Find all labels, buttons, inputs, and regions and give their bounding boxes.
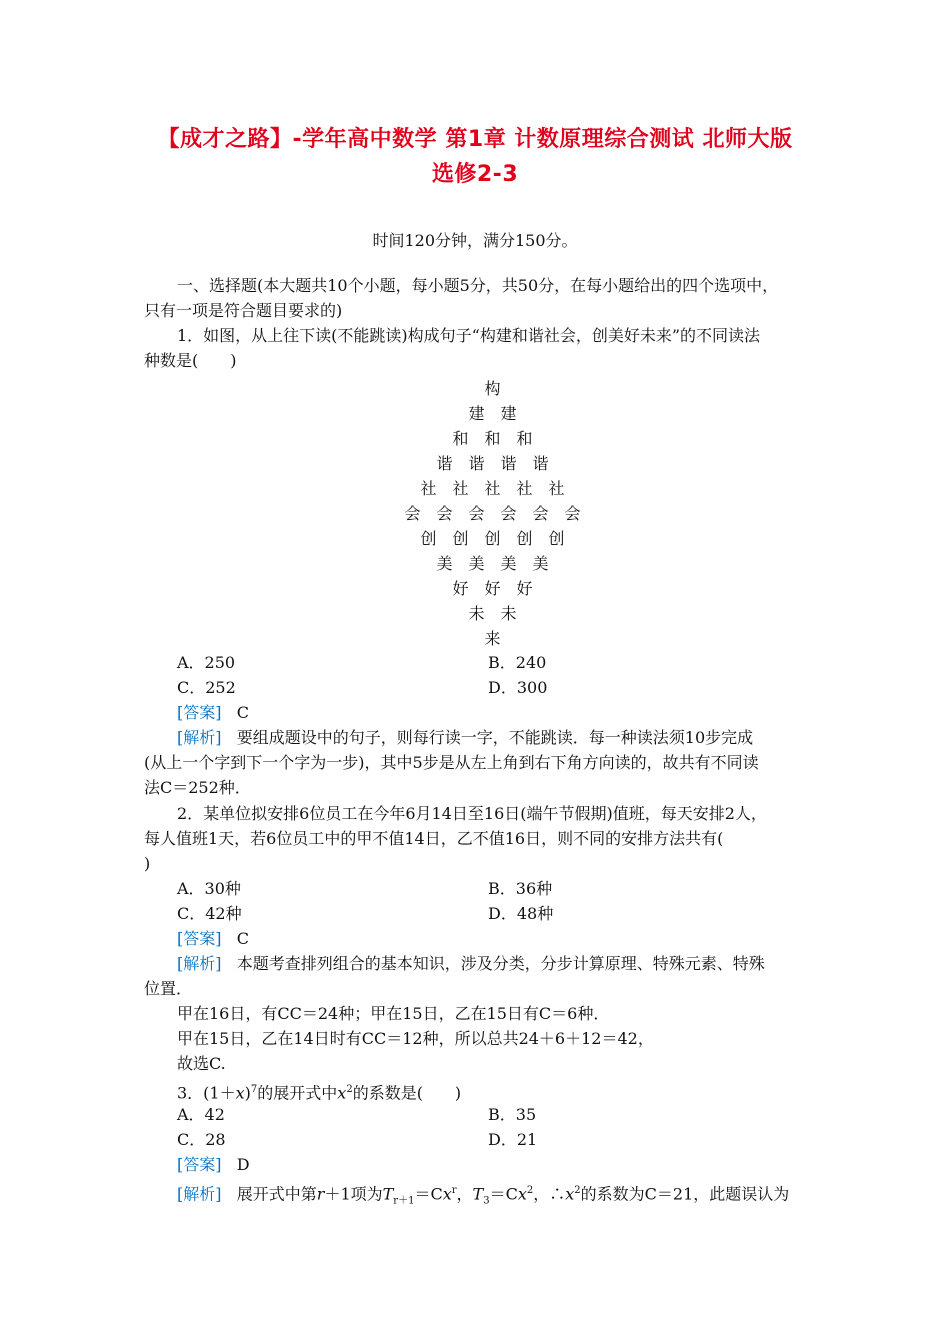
triangle-row: 好 好 好: [452, 579, 533, 598]
q2-analysis-case2: 甲在15日，乙在14日时有CC＝12种，所以总共24＋6＋12＝42，: [177, 1029, 654, 1048]
q3-analysis-sup: 2: [526, 1185, 534, 1196]
q3-analysis-text: 的系数为C＝21，此题误认为: [580, 1184, 790, 1204]
q2-stem: 2．某单位拟安排6位员工在今年6月14日至16日(端午节假期)值班，每天安排2人，: [177, 804, 767, 823]
q1-analysis-cont: (从上一个字到下一个字为一步)，其中5步是从左上角到右下角方向读的，故共有不同读: [144, 753, 759, 772]
q3-analysis-sub: r＋1: [393, 1195, 415, 1207]
triangle-row: 未 未: [468, 604, 517, 623]
q1-option-c: C．252: [177, 678, 236, 697]
triangle-row: 建 建: [468, 404, 517, 423]
q3-analysis-sub: 3: [483, 1195, 490, 1207]
exam-meta: 时间120分钟，满分150分。: [372, 231, 578, 250]
q2-option-a: A．30种: [177, 879, 241, 898]
q3-exponent: 7: [250, 1084, 258, 1095]
q2-stem-cont: ): [144, 854, 151, 873]
q2-stem-cont: 每人值班1天，若6位员工中的甲不值14日，乙不值16日，则不同的安排方法共有(: [144, 829, 724, 848]
doc-title-line1: 【成才之路】-学年高中数学 第1章 计数原理综合测试 北师大版: [157, 127, 793, 152]
q3-option-d: D．21: [488, 1130, 538, 1149]
q3-variable: x: [337, 1083, 347, 1103]
q3-analysis-line: [177, 1180, 789, 1213]
q3-option-c: C．28: [177, 1130, 226, 1149]
q3-exponent: 2: [346, 1084, 353, 1095]
q1-analysis-line: [177, 727, 753, 749]
q3-analysis-text: ，∴: [533, 1184, 566, 1204]
triangle-row: 会 会 会 会 会 会: [404, 504, 581, 523]
q3-stem-text: 的展开式中: [257, 1083, 338, 1103]
answer-label: [答案]: [177, 703, 222, 722]
analysis-label: [解析]: [177, 728, 222, 747]
analysis-label: [解析]: [177, 954, 222, 973]
q1-stem: 1．如图，从上往下读(不能跳读)构成句子“构建和谐社会，创美好未来”的不同读法: [177, 326, 761, 345]
q3-answer: D: [236, 1155, 250, 1174]
q3-stem-text: 的系数是( ): [352, 1083, 462, 1103]
q3-analysis-var: x: [565, 1184, 575, 1204]
answer-label: [答案]: [177, 929, 222, 948]
q2-option-b: B．36种: [488, 879, 553, 898]
q2-analysis-line: [177, 953, 765, 975]
q3-option-a: A．42: [177, 1105, 225, 1124]
triangle-row: 和 和 和: [452, 429, 533, 448]
triangle-row: 构: [484, 379, 501, 398]
q1-analysis-cont: 法C＝252种．: [144, 778, 251, 797]
triangle-row: 美 美 美 美: [436, 554, 549, 573]
q3-answer-line: [177, 1154, 250, 1176]
q3-analysis-sup: 2: [574, 1185, 581, 1196]
section-intro-cont: 只有一项是符合题目要求的): [144, 301, 343, 320]
triangle-row: 谐 谐 谐 谐: [436, 454, 549, 473]
q1-answer-line: [177, 702, 249, 724]
q2-analysis: 本题考查排列组合的基本知识，涉及分类，分步计算原理、特殊元素、特殊: [236, 954, 765, 973]
q2-analysis-conclusion: 故选C.: [177, 1054, 226, 1073]
q3-analysis-var: x: [517, 1184, 527, 1204]
q3-option-b: B．35: [488, 1105, 537, 1124]
q1-analysis: 要组成题设中的句子，则每行读一字，不能跳读．每一种读法须10步完成: [236, 728, 754, 747]
q3-analysis-var: x: [442, 1184, 452, 1204]
q3-analysis-var: T: [472, 1184, 484, 1204]
q1-answer: C: [236, 703, 250, 722]
q2-option-d: D．48种: [488, 904, 554, 923]
q2-answer-line: [177, 928, 249, 950]
q1-option-b: B．240: [488, 653, 547, 672]
q2-option-c: C．42种: [177, 904, 242, 923]
q3-analysis-text: ＝C: [414, 1184, 443, 1204]
triangle-row: 创 创 创 创 创: [420, 529, 565, 548]
q3-analysis-text: 展开式中第: [236, 1184, 317, 1204]
q3-stem: [177, 1079, 461, 1104]
q3-variable: x: [235, 1083, 245, 1103]
doc-title-line2: 选修2-3: [431, 162, 519, 187]
q2-answer: C: [236, 929, 250, 948]
section-intro: 一、选择题(本大题共10个小题，每小题5分，共50分，在每小题给出的四个选项中，: [177, 276, 779, 295]
q2-analysis-case1: 甲在16日，有CC＝24种；甲在15日，乙在15日有C＝6种．: [177, 1004, 610, 1023]
q3-stem-text: 3．(1＋: [177, 1083, 236, 1103]
q3-analysis-text: ，: [456, 1184, 473, 1204]
q3-analysis-text: ＋1项为: [324, 1184, 383, 1204]
q1-stem-cont: 种数是( ): [144, 351, 237, 370]
analysis-label: [解析]: [177, 1184, 222, 1204]
q3-analysis-text: ＝C: [489, 1184, 518, 1204]
q3-stem-text: ): [244, 1083, 251, 1103]
q3-analysis-var: r: [316, 1184, 325, 1204]
q1-option-d: D．300: [488, 678, 548, 697]
triangle-row: 来: [484, 629, 501, 648]
triangle-row: 社 社 社 社 社: [420, 479, 565, 498]
q1-option-a: A．250: [177, 653, 236, 672]
answer-label: [答案]: [177, 1155, 222, 1174]
q2-analysis-cont: 位置．: [144, 979, 193, 998]
q3-analysis-sup: r: [451, 1185, 457, 1196]
q3-analysis-var: T: [382, 1184, 394, 1204]
